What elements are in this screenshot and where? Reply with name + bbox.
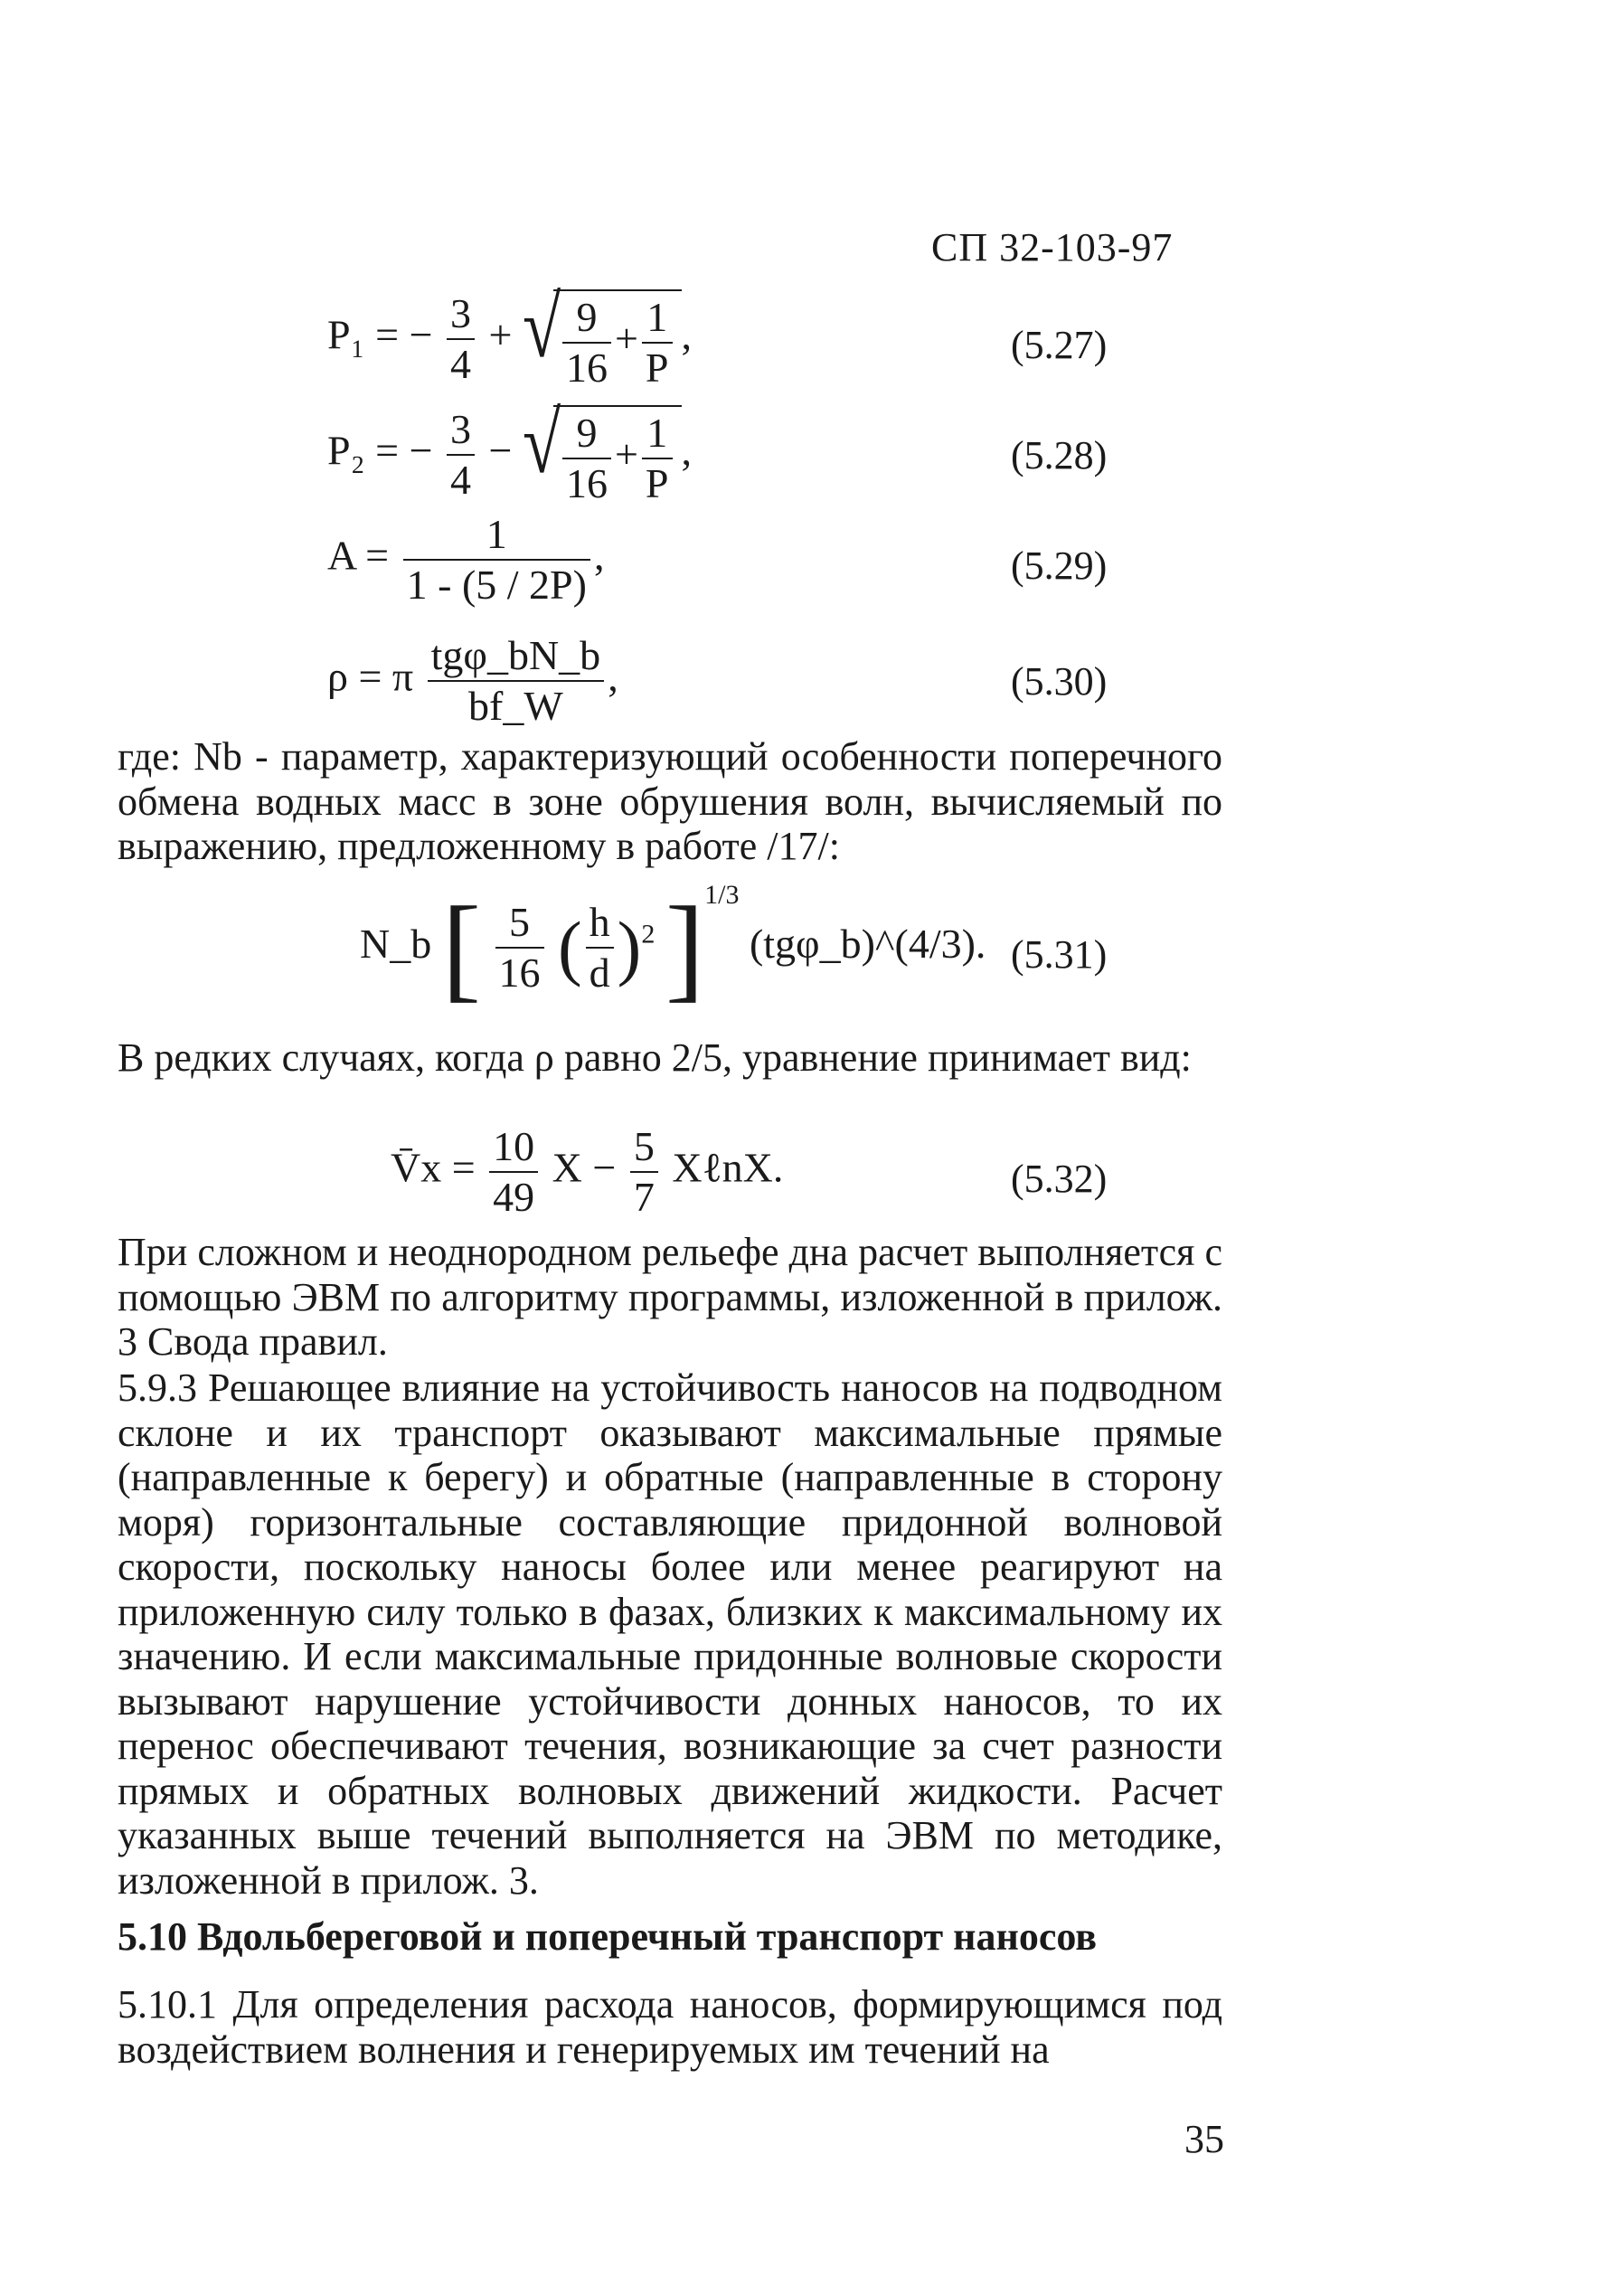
paragraph-5-10-1: 5.10.1 Для определения расхода наносов, формирующимся под воздействием волнения и генерируемых им течений на [118,1982,1222,2072]
paragraph-5-9-3: 5.9.3 Решающее влияние на устойчивость наносов на подводном склоне и их транспорт оказывают максимальные прямые (направленные к берегу) и обратные (направленные в сторону моря) горизонтальные составляющие придонной волновой скорости, поскольку наносы более или менее реагируют на приложенную силу только в фазах, близких к максимальному их значению. И если максимальные придонные волновые скорости вызывают нарушение устойчивости донных наносов, то их перенос обеспечивают течения, возникающие за счет разности прямых и обратных волновых движений жидкости. Расчет указанных выше течений выполняется на ЭВМ по методике, изложенной в прилож. 3. [118,1365,1222,1903]
equation-number-5-30: (5.30) [1011,659,1108,704]
equation-5-27: P₁ = − $\frac{3}{4}$ + √ $\frac{9}{16}$ + $\frac{1}{P}$ , [327,279,693,391]
paragraph-complex-relief: При сложном и неоднородном рельефе дна расчет выполняется с помощью ЭВМ по алгоритму программы, изложенной в прилож. 3 Свода правил. [118,1230,1222,1364]
equation-number-5-31: (5.31) [1011,932,1108,977]
paragraph-where-nb: где: Nb - параметр, характеризующий особенности поперечного обмена водных масс в зоне обрушения волн, вычисляемый по выражению, предложенному в работе /17/: [118,734,1222,868]
equation-number-5-27: (5.27) [1011,323,1108,367]
equation-number-5-28: (5.28) [1011,433,1108,477]
equation-5-31: N_b [ $\frac{5}{16}$ ( $\frac{h}{d}$ )$^2$ ]$^{1/3}$ (tgφ_b)^(4/3). [360,880,986,1014]
equation-number-5-32: (5.32) [1011,1157,1108,1201]
page-number: 35 [1184,2117,1224,2161]
equation-5-28: P₂ = − $\frac{3}{4}$ − √ $\frac{9}{16}$ + $\frac{1}{P}$ , [327,394,693,506]
section-heading-5-10: 5.10 Вдольбереговой и поперечный транспорт наносов [118,1914,1098,1959]
paragraph-rare-cases: В редких случаях, когда ρ равно 2/5, уравнение принимает вид: [118,1035,1192,1080]
equation-5-32: V̄x = $\frac{10}{49}$ X − $\frac{5}{7}$ XℓnX. [391,1123,784,1220]
equation-5-30: ρ = π $\frac{\text{tgφ\_bN\_b}}{bf\_W}$ , [327,632,618,729]
document-code: СП 32-103-97 [931,225,1174,269]
equation-5-29: A = $\frac{1}{1 - (5 / 2P)}$ , [327,511,605,608]
equation-number-5-29: (5.29) [1011,543,1108,588]
